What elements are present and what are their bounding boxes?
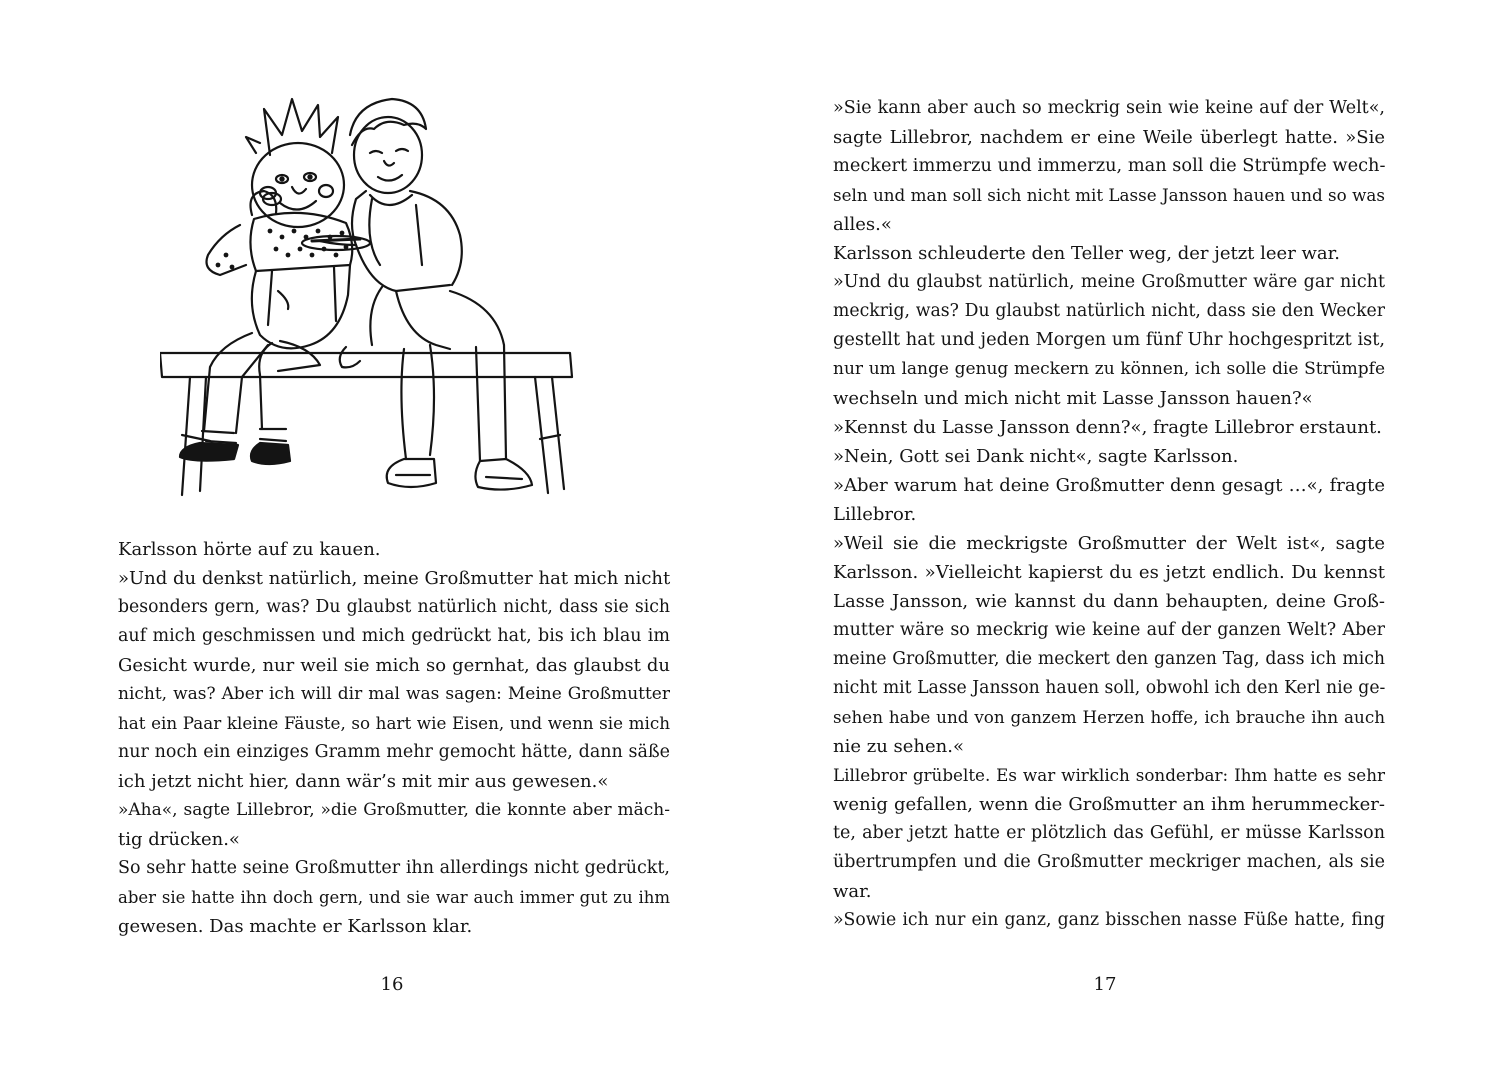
- text-line: nur noch ein einziges Gramm mehr gemocht hätte, dann säße: [118, 742, 670, 762]
- text-line: nicht, was? Aber ich will dir mal was sagen: Meine Großmutter: [118, 684, 670, 704]
- text-line: Lillebror.: [833, 504, 917, 525]
- text-line: auf mich geschmissen und mich gedrückt hat, bis ich blau im: [118, 626, 670, 646]
- text-line: alles.«: [833, 214, 892, 235]
- page-number: 16: [380, 974, 404, 995]
- text-line: Karlsson schleuderte den Teller weg, der jetzt leer war.: [833, 243, 1341, 264]
- text-line: nie zu sehen.«: [833, 736, 964, 757]
- text-line: aber sie hatte ihn doch gern, und sie war auch immer gut zu ihm: [118, 888, 670, 907]
- text-line: »Nein, Gott sei Dank nicht«, sagte Karlsson.: [833, 446, 1239, 467]
- text-line: »Aber warum hat deine Großmutter denn gesagt …«, fragte: [833, 475, 1385, 496]
- text-line: war.: [833, 881, 872, 902]
- text-line: »Aha«, sagte Lillebror, »die Großmutter, die konnte aber mäch-: [118, 800, 670, 820]
- text-line: Karlsson. »Vielleicht kapierst du es jetzt endlich. Du kennst: [833, 562, 1385, 583]
- text-line: gestellt hat und jeden Morgen um fünf Uhr hochgespritzt ist,: [833, 330, 1385, 350]
- text-line: gewesen. Das machte er Karlsson klar.: [118, 916, 473, 937]
- text-line: sehen habe und von ganzem Herzen hoffe, ich brauche ihn auch: [833, 707, 1385, 727]
- text-line: hat ein Paar kleine Fäuste, so hart wie Eisen, und wenn sie mich: [118, 713, 670, 733]
- right-page: [750, 0, 1500, 1086]
- text-line: Gesicht wurde, nur weil sie mich so gernhat, das glaubst du: [118, 655, 670, 676]
- text-line: Lasse Jansson, wie kannst du dann behaupten, deine Groß-: [833, 591, 1385, 612]
- right-page-text: [833, 94, 1385, 935]
- text-line: meine Großmutter, die meckert den ganzen Tag, dass ich mich: [833, 649, 1385, 669]
- text-line: »Sowie ich nur ein ganz, ganz bisschen nasse Füße hatte, fing: [833, 910, 1385, 930]
- text-line: ich jetzt nicht hier, dann wär’s mit mir aus gewesen.«: [118, 771, 609, 792]
- text-line: »Kennst du Lasse Jansson denn?«, fragte Lillebror erstaunt.: [833, 417, 1382, 438]
- text-line: »Sie kann aber auch so meckrig sein wie keine auf der Welt«,: [833, 98, 1385, 118]
- text-line: wenig gefallen, wenn die Großmutter an ihm herummecker-: [833, 794, 1385, 815]
- text-line: mutter wäre so meckrig wie keine auf der ganzen Welt? Aber: [833, 620, 1385, 640]
- text-line: tig drücken.«: [118, 829, 240, 850]
- text-line: »Und du glaubst natürlich, meine Großmutter wäre gar nicht: [833, 272, 1385, 292]
- text-line: seln und man soll sich nicht mit Lasse Jansson hauen und so was: [833, 185, 1385, 205]
- text-line: Lillebror grübelte. Es war wirklich sonderbar: Ihm hatte es sehr: [833, 765, 1385, 785]
- text-line: besonders gern, was? Du glaubst natürlich nicht, dass sie sich: [118, 597, 670, 617]
- text-line: sagte Lillebror, nachdem er eine Weile überlegt hatte. »Sie: [833, 127, 1385, 148]
- text-line: meckrig, was? Du glaubst natürlich nicht, dass sie den Wecker: [833, 301, 1385, 321]
- text-line: nur um lange genug meckern zu können, ich solle die Strümpfe: [833, 359, 1385, 379]
- text-line: »Weil sie die meckrigste Großmutter der Welt ist«, sagte: [833, 533, 1385, 554]
- text-line: übertrumpfen und die Großmutter meckriger machen, als sie: [833, 852, 1385, 872]
- text-line: nicht mit Lasse Jansson hauen soll, obwohl ich den Kerl nie ge-: [833, 678, 1386, 698]
- text-line: meckert immerzu und immerzu, man soll die Strümpfe wech-: [833, 156, 1386, 176]
- text-line: So sehr hatte seine Großmutter ihn allerdings nicht gedrückt,: [118, 858, 670, 878]
- illustration-icon: [160, 95, 580, 497]
- text-line: wechseln und mich nicht mit Lasse Jansson hauen?«: [833, 388, 1313, 409]
- text-line: te, aber jetzt hatte er plötzlich das Gefühl, er müsse Karlsson: [833, 823, 1385, 843]
- page-number: 17: [1093, 974, 1117, 995]
- text-line: »Und du denkst natürlich, meine Großmutter hat mich nicht: [118, 568, 671, 589]
- text-line: Karlsson hörte auf zu kauen.: [118, 539, 381, 560]
- left-page-text: [118, 535, 670, 941]
